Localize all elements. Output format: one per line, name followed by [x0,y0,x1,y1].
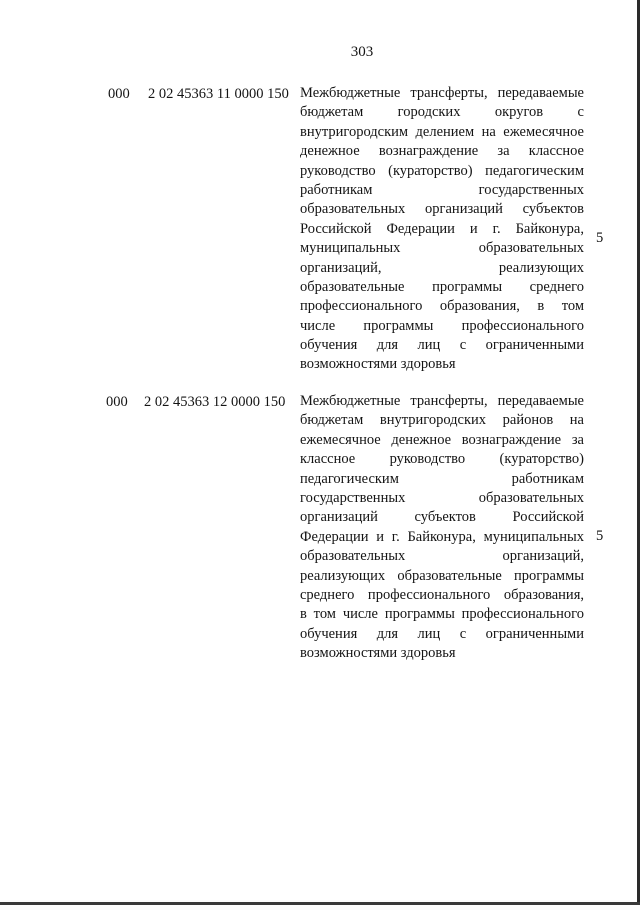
description-line: реализующих образовательные программы [300,567,584,584]
admin-code: 000 [108,86,130,102]
description-line: образовательные программы среднего [300,278,584,295]
amount-value: 5 [596,528,604,544]
description-line: числе программы профессионального [300,317,584,334]
description-line: организаций субъектов Российской [300,509,584,526]
row-description [300,84,584,375]
description-line: внутригородским делением на ежемесячное [300,123,584,140]
row-description [300,392,584,663]
description-line: бюджетам городских округов с [300,104,584,121]
description-line: организаций, реализующих [300,259,584,276]
description-line: педагогическим работникам [300,470,584,487]
description-line: профессионального образования, в том [300,298,584,315]
description-line: бюджетам внутригородских районов на [300,412,584,429]
description-line: Межбюджетные трансферты, передаваемые [300,393,584,409]
description-line: в том числе программы профессионального [300,606,584,623]
description-line: Межбюджетные трансферты, передаваемые [300,85,584,101]
description-line: образовательных организаций, [300,548,584,565]
description-line: работникам государственных [300,181,584,198]
description-line: образовательных организаций субъектов [300,201,584,218]
page-number: 303 [350,44,374,60]
description-line: руководство (кураторство) педагогическим [300,162,584,179]
description-line: Федерации и г. Байконура, муниципальных [300,528,584,545]
description-line: государственных образовательных [300,489,584,506]
amount-value: 5 [596,230,604,246]
description-line: возможностями здоровья [300,645,456,662]
description-line: обучения для лиц с ограниченными [300,337,584,354]
description-line: Российской Федерации и г. Байконура, [300,220,584,237]
description-line: муниципальных образовательных [300,240,584,257]
budget-classification-code: 2 02 45363 11 0000 150 [148,86,289,102]
admin-code: 000 [106,394,128,410]
description-line: ежемесячное денежное вознаграждение за [300,431,584,448]
description-line: возможностями здоровья [300,356,456,373]
description-line: обучения для лиц с ограниченными [300,625,584,642]
description-line: среднего профессионального образования, [300,586,584,603]
description-line: денежное вознаграждение за классное [300,143,584,160]
budget-classification-code: 2 02 45363 12 0000 150 [144,394,286,410]
description-line: классное руководство (кураторство) [300,451,584,468]
